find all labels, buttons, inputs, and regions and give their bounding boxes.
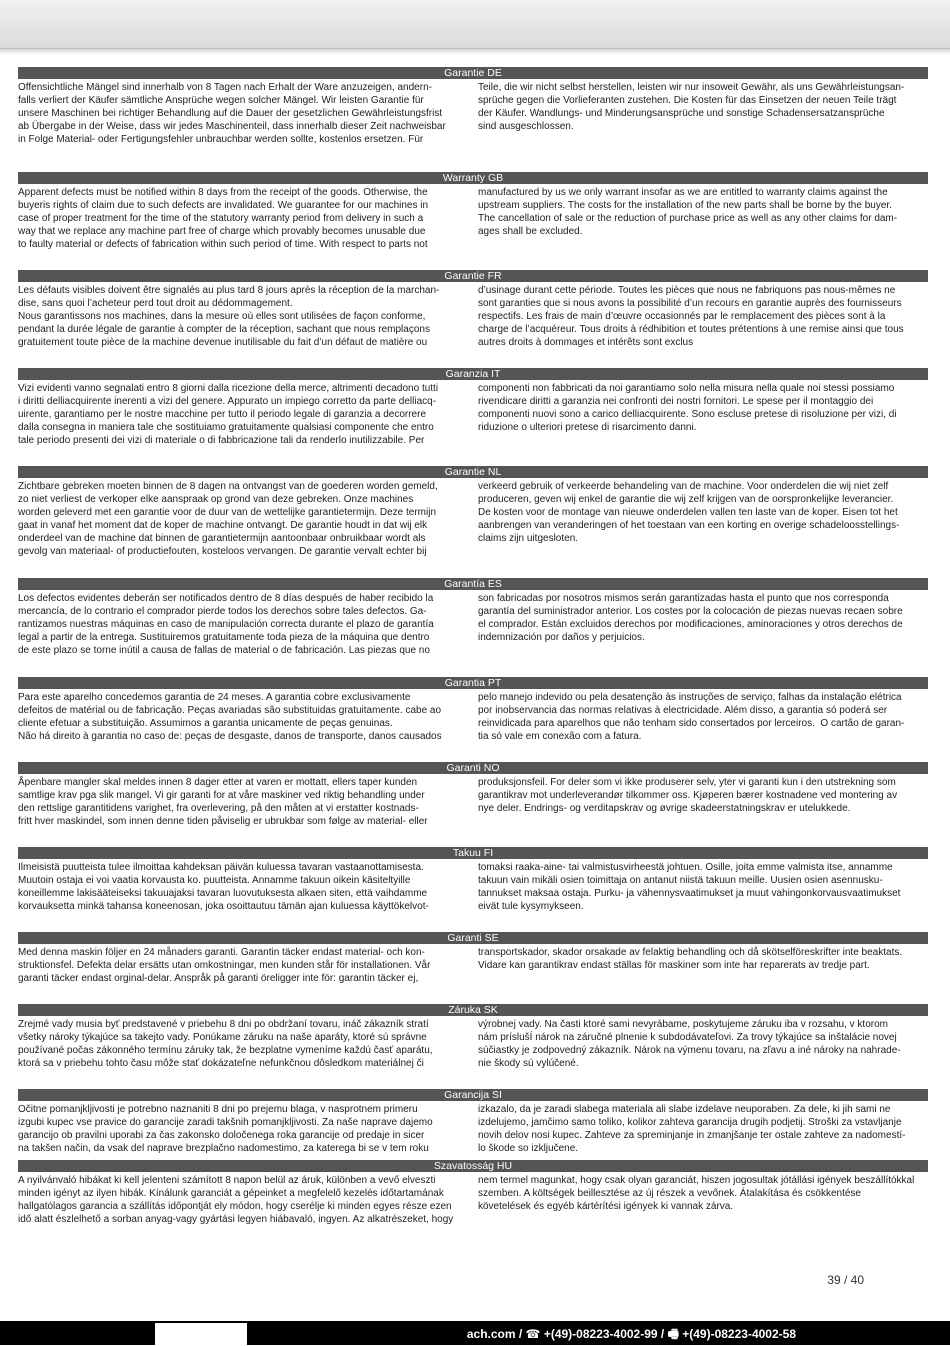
- section-text-left: A nyilvánvaló hibákat ki kell jelenteni számított 8 napon belül az áruk, különben a vevő elveszti minden igényt az ilyen hibák. Kínálunk garanciát a gépeinket a megfelelő kezelés időtartamának hallgatólagos garancia a szállítás időpontját ely módon, hogy cserélje ki minden egyes része ezen idő alatt észlelhető a sorban anyag-vagy gyártási legyen hiábavaló, ingyen. Az alkatrészeket, hogy: [18, 1175, 454, 1225]
- section-text-right: componenti non fabbricati da noi garantiamo solo nella misura nella quale noi stessi possiamo rivendicare diritti a garanzia nei confronti dei nostri fornitori. Le spese per il montaggio dei componenti nuovi sono a carico delliacquirente. Sono escluse pretese di risoluzione per vizi, di riduzione o ulteriori pretese di risarcimento danni.: [478, 383, 897, 433]
- section-header: Garancija SI: [18, 1089, 928, 1101]
- section-se: [18, 932, 928, 986]
- top-banner: [0, 0, 950, 49]
- section-header: Szavatosság HU: [18, 1160, 928, 1172]
- section-hu: [18, 1160, 928, 1227]
- section-nl: [18, 466, 928, 558]
- section-header: Garantia PT: [18, 677, 928, 689]
- section-header: Takuu FI: [18, 847, 928, 859]
- section-text-right: transportskador, skador orsakade av felaktig behandling och då skötselföreskrifter inte beaktats. Vidare kan garantikrav endast ställas för maskiner som inte har reparerats av tredje part.: [478, 947, 903, 971]
- section-text-right: nem termel magunkat, hogy csak olyan garanciát, hiszen jogosultak jótállási igények beszállítókkal szemben. A költségek beillesztése az új részek a vevőnek. Átalakítása és csökkentése követelések és egyéb kártérítési igények ki vannak zárva.: [478, 1175, 915, 1212]
- section-es: [18, 578, 928, 658]
- section-text-right: Teile, die wir nicht selbst herstellen, leisten wir nur insoweit Gewähr, als uns Gewährleistungsan- sprüche gegen die Vorlieferanten zustehen. Die Kosten für das Einsetzen der neuen Teile trägt der Käufer. Wandlungs- und Minderungsansprüche und sonstige Schadensersatzansprüche sind ausgeschlossen.: [478, 82, 905, 132]
- section-gb: [18, 172, 928, 252]
- footer-contact: ach.com / ☎ +(49)-08223-4002-99 / 🖷 +(49)-08223-4002-58: [466, 1327, 796, 1341]
- section-it: [18, 368, 928, 448]
- section-header: Garantie DE: [18, 67, 928, 79]
- section-fi: [18, 847, 928, 914]
- top-banner-shadow: [0, 49, 950, 55]
- section-text-right: verkeerd gebruik of verkeerde behandeling van de machine. Voor onderdelen die wij niet zelf produceren, geven wij enkel de garantie die wij zelf krijgen van de oorspronkelijke leverancier. De kosten voor de montage van nieuwe onderdelen vallen ten laste van de koper. Eisen tot het aanbrengen van veranderingen of het toestaan van een korting en overige schadeloosstellings- claims zijn uitgesloten.: [478, 481, 900, 544]
- section-text-left: Apparent defects must be notified within 8 days from the receipt of the goods. Otherwise, the buyeris rights of claim due to such defects are invalidated. We guarantee for our machines in case of proper treatment for the time of the statutory warranty period from delivery in such a way that we replace any machine part free of charge which provably becomes unusable due to faulty material or defects of fabrication within such period of time. With respect to parts not: [18, 187, 429, 250]
- section-si: [18, 1089, 928, 1156]
- section-text-left: Ilmeisistä puutteista tulee ilmoittaa kahdeksan päivän kuluessa tavaran vastaanottamisesta. Muutoin ostaja ei voi vaatia korvausta ko. puutteista. Annamme takuun oikein käsiteltyille koneillemme lakisääteiseksi takuuajaksi tavaran luovutuksesta alkaen siten, että vaihdamme korvauksetta minkä tahansa koneenosan, joka osoittautuu tämän ajan kuluessa käyttökelvot-: [18, 862, 429, 912]
- footer-logo-gap: [155, 1323, 247, 1345]
- section-text-right: izkazalo, da je zaradi slabega materiala ali slabe izdelave neuporaben. Za dele, ki jih sami ne izdelujemo, jamčimo samo toliko, kolikor zahteva garancija drugih podjetij. Stroški za vstavljanje novih delov nosi kupec. Zahteve za spreminjanje in zmanjšanje ter ostale zahteve za nadomestí- lo škode so izključene.: [478, 1104, 906, 1154]
- section-pt: [18, 677, 928, 744]
- section-header: Garanzia IT: [18, 368, 928, 380]
- section-header: Garantie NL: [18, 466, 928, 478]
- section-header: Warranty GB: [18, 172, 928, 184]
- section-text-left: Očitne pomanjkljivosti je potrebno naznaniti 8 dni po prejemu blaga, v nasprotnem primeru izgubi kupec vse pravice do garancije zaradi takšnih pomanjkljivosti. Za naše naprave dajemo garancijo ob pravilni uporabi za čas zakonsko določenega roka garancije od predaje in sicer na takšen način, da vsak del naprave brezplačno nadomestimo, za katerega bi se v tem roku: [18, 1104, 433, 1154]
- section-text-right: d’usinage durant cette période. Toutes les pièces que nous ne fabriquons pas nous-mêmes ne sont garanties que si nous avons la possibilité d’un recours en garantie auprès des fournisseurs respectifs. Les frais de main d’œuvre occasionnés par le remplacement des pièces sont à la charge de l’acquéreur. Tous droits à rédhibition et toutes prétentions à une remise ainsi que tous autres droits à dommages et intérêts sont exclus: [478, 285, 904, 348]
- section-header: Garantía ES: [18, 578, 928, 590]
- section-header: Garanti SE: [18, 932, 928, 944]
- section-fr: [18, 270, 928, 350]
- section-text-right: pelo manejo indevido ou pela desatenção às instruções de serviço, falhas da instalação elétrica por inobservancia das normas relativas à electricidade. Além disso, a garantia só poderá ser reinvidicada para aparelhos que não tenham sido consertados por lerceiros. O cartão de garan- tia só vale em conexão com a fatura.: [478, 692, 905, 742]
- section-text-left: Para este aparelho concedemos garantia de 24 meses. A garantia cobre exclusivamente defeitos de matérial ou de fabricação. Peças avariadas são substituidas gratuitamente. cabe ao cliente efetuar a substituição. Assumimos a garantia unicamente de peças genuinas. Não há direito à garantia no caso de: peças de desgaste, danos de transporte, danos causados: [18, 692, 442, 742]
- section-text-left: Zichtbare gebreken moeten binnen de 8 dagen na ontvangst van de goederen worden gemeld, zo niet verliest de verkoper elke aanspraak op grond van deze gebreken. Onze machines worden geleverd met een garantie voor de duur van de wettelijke garantietermijn. Deze termijn gaat in vanaf het moment dat de koper de machine ontvangt. De garantie houdt in dat wij elk onderdeel van de machine dat binnen de garantietermijn aantoonbaar onbruikbaar wordt als gevolg van materiaal- of productiefouten, kosteloos vervangen. De garantie vervalt echter bij: [18, 481, 438, 557]
- section-text-left: Offensichtliche Mängel sind innerhalb von 8 Tagen nach Erhalt der Ware anzuzeigen, andern- falls verliert der Käufer sämtliche Ansprüche wegen solcher Mängel. Wir leisten Garantie für unsere Maschinen bei richtiger Behandlung auf die Dauer der gesetzlichen Gewährleistungsfrist ab Übergabe in der Weise, dass wir jedes Maschinenteil, dass innerhalb dieser Zeit nachweisbar in Folge Material- oder Fertigungsfehler unbrauchbar werden sollte, kostenlos ersetzen. Für: [18, 82, 446, 145]
- section-text-left: Vizi evidenti vanno segnalati entro 8 giorni dalla ricezione della merce, altrimenti decadono tutti i diritti delliacquirente inerenti a vizi del genere. Appurato un impiego corretto da parte delliacq- uirente, garantiamo per le nostre macchine per tutto il periodo legale di garanzia a decorrere dalla consegna in maniera tale che sostituiamo gratuitamente qualsiasi componente che entro tale periodo presenti dei vizi di materiale o di fabbricazione tali da renderlo inutilizzabile. Per: [18, 383, 439, 446]
- section-text-right: manufactured by us we only warrant insofar as we are entitled to warranty claims against the upstream suppliers. The costs for the installation of the new parts shall be borne by the buyer. The cancellation of sale or the reduction of purchase price as well as any other claims for dam- ages shall be excluded.: [478, 187, 898, 237]
- section-text-right: son fabricadas por nosotros mismos serán garantizadas hasta el punto que nos corresponda garantía del suministrador anterior. Los costes por la colocación de piezas nuevas recaen sobre el comprador. Están excluidos derechos por modificaciones, aminoraciones y otros derechos de indemnización por daños y perjuicios.: [478, 593, 903, 643]
- section-text-right: produksjonsfeil. For deler som vi ikke produserer selv, yter vi garanti kun i den utstrekning som garantikrav mot underleverandør tilkommer oss. Kjøperen bærer kostnadene ved montering av nye deler. Endrings- og verditapskrav og øvrige skadeerstatningskrav er utelukkede.: [478, 777, 898, 814]
- section-text-left: Zrejmé vady musia byť predstavené v priebehu 8 dni po obdržaní tovaru, ináč zákazník stratí všetky nároky týkajúce sa takejto vady. Ponúkame záruku na naše aparáty, ktoré sú správne používané počas zákonného termínu záruky tak, že bezplatne vymeníme každú časť aparátu, ktorá sa v priebehu tohto času môže stať dokázateľne nefunkčnou dôsledkom materiálnej či: [18, 1019, 433, 1069]
- section-text-left: Les défauts visibles doivent être signalés au plus tard 8 jours après la réception de la marchan- dise, sans quoi l’acheteur perd tout droit au dédommagement. Nous garantissons nos machines, dans la mesure où elles sont utilisées de façon conforme, pendant la durée légale de garantie à compter de la réception, sachant que nous remplaçons gratuitement toute pièce de la machine devenue inutilisable du fait d’un défaut de matière ou: [18, 285, 440, 348]
- section-text-left: Med denna maskin följer en 24 månaders garanti. Garantin täcker endast material- och kon- struktionsfel. Defekta delar ersätts utan omkostningar, men kunden står för installationen. Vår garanti täcker endast orginal-delar. Anspråk på garanti öreligger inte för: garantin täcker ej,: [18, 947, 431, 984]
- section-sk: [18, 1004, 928, 1071]
- section-header: Záruka SK: [18, 1004, 928, 1016]
- section-no: [18, 762, 928, 829]
- section-header: Garantie FR: [18, 270, 928, 282]
- section-text-right: výrobnej vady. Na časti ktoré sami nevyrábame, poskytujeme záruku iba v rozsahu, v ktorom nám príslušÍ nárok na záručné plnenie k subdodávateľovi. Za trovy týkajúce sa inštalácie novej súčiastky je zodpovedný zákazník. Nárok na výmenu tovaru, na zľavu a iné nároky na nahrade- nie škody sú vylúčené.: [478, 1019, 901, 1069]
- section-text-left: Åpenbare mangler skal meldes innen 8 dager etter at varen er mottatt, ellers taper kunden samtlige krav pga slik mangel. Vi gir garanti for at våre maskiner ved riktig behandling under den rettslige garantitidens varighet, fra overlevering, på den måten at vi erstatter kostnads- fritt hver maskindel, som innen denne tiden påviselig er ubrukbar som følge av material- eller: [18, 777, 428, 827]
- page-number: 39 / 40: [827, 1273, 864, 1287]
- section-text-right: tomaksi raaka-aine- tai valmistusvirheestä johtuen. Osille, joita emme valmista itse, annamme takuun vain mikäli osien toimittaja on antanut niistä takuun meille. Uusien osien asennusku- tannukset maksaa ostaja. Purku- ja vähennysvaatimukset ja muut vahingonkorvausvaatimukset eivät tule kysymykseen.: [478, 862, 901, 912]
- section-text-left: Los defectos evidentes deberán ser notificados dentro de 8 días después de haber recibido la mercancía, de lo contrario el comprador pierde todos los derechos sobre tales defectos. Ga- rantizamos nuestras máquinas en caso de manipulación correcta durante el plazo de garantía legal a partir de la entrega. Sustituiremos gratuitamente toda pieza de la máquina que dentro de este plazo se torne inútil a causa de fallas de material o de fabricación. Las piezas que no: [18, 593, 434, 656]
- section-de: [18, 67, 928, 147]
- section-header: Garanti NO: [18, 762, 928, 774]
